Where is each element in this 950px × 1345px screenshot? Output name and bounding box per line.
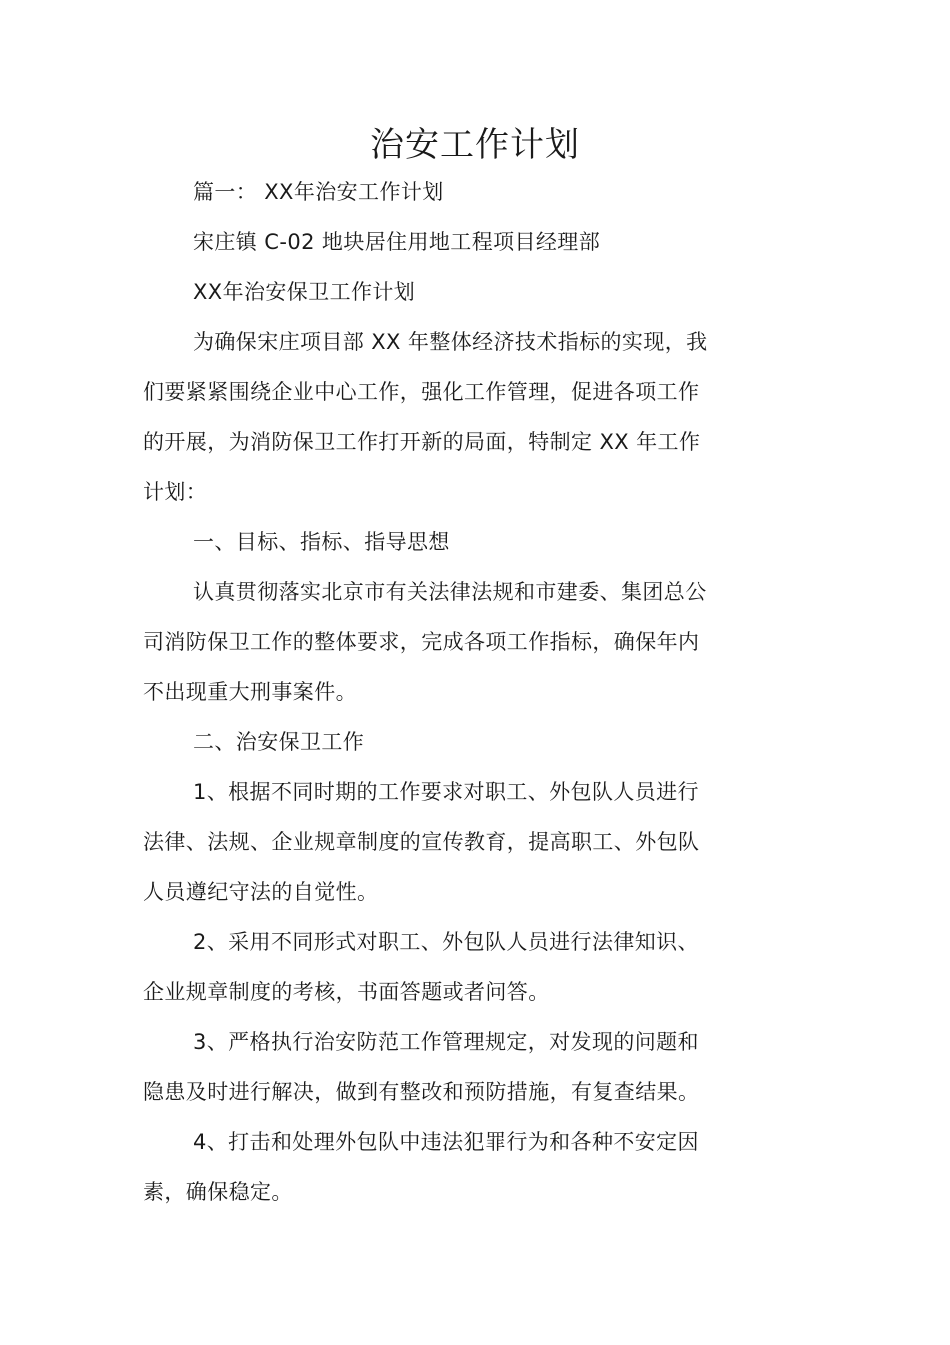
intro-paragraph-line: 为确保宋庄项目部 XX 年整体经济技术指标的实现，我	[193, 330, 708, 354]
item-3-line: 3、严格执行治安防范工作管理规定，对发现的问题和	[193, 1030, 699, 1054]
item-2-line: 企业规章制度的考核，书面答题或者问答。	[143, 980, 550, 1004]
item-1-line: 法律、法规、企业规章制度的宣传教育，提高职工、外包队	[143, 830, 700, 854]
goals-paragraph-line: 司消防保卫工作的整体要求，完成各项工作指标，确保年内	[143, 630, 700, 654]
item-4-line: 4、打击和处理外包队中违法犯罪行为和各种不安定因	[193, 1130, 699, 1154]
item-1-line: 人员遵纪守法的自觉性。	[143, 880, 379, 904]
item-4-line: 素，确保稳定。	[143, 1180, 293, 1204]
item-1-line: 1、根据不同时期的工作要求对职工、外包队人员进行	[193, 780, 699, 804]
organization-line: 宋庄镇 C-02 地块居住用地工程项目经理部	[193, 230, 601, 254]
goals-paragraph-line: 认真贯彻落实北京市有关法律法规和市建委、集团总公	[193, 580, 707, 604]
section-heading-part-one: 篇一： XX年治安工作计划	[193, 180, 444, 204]
item-2-line: 2、采用不同形式对职工、外包队人员进行法律知识、	[193, 930, 699, 954]
document-title: 治安工作计划	[370, 125, 580, 165]
plan-subtitle: XX年治安保卫工作计划	[193, 280, 416, 304]
item-3-line: 隐患及时进行解决，做到有整改和预防措施，有复查结果。	[143, 1080, 700, 1104]
intro-paragraph-line: 们要紧紧围绕企业中心工作，强化工作管理，促进各项工作	[143, 380, 700, 404]
section-heading-goals: 一、目标、指标、指导思想	[193, 530, 450, 554]
intro-paragraph-line: 计划：	[143, 480, 208, 504]
section-heading-security-work: 二、治安保卫工作	[193, 730, 365, 754]
intro-paragraph-line: 的开展，为消防保卫工作打开新的局面，特制定 XX 年工作	[143, 430, 701, 454]
goals-paragraph-line: 不出现重大刑事案件。	[143, 680, 357, 704]
